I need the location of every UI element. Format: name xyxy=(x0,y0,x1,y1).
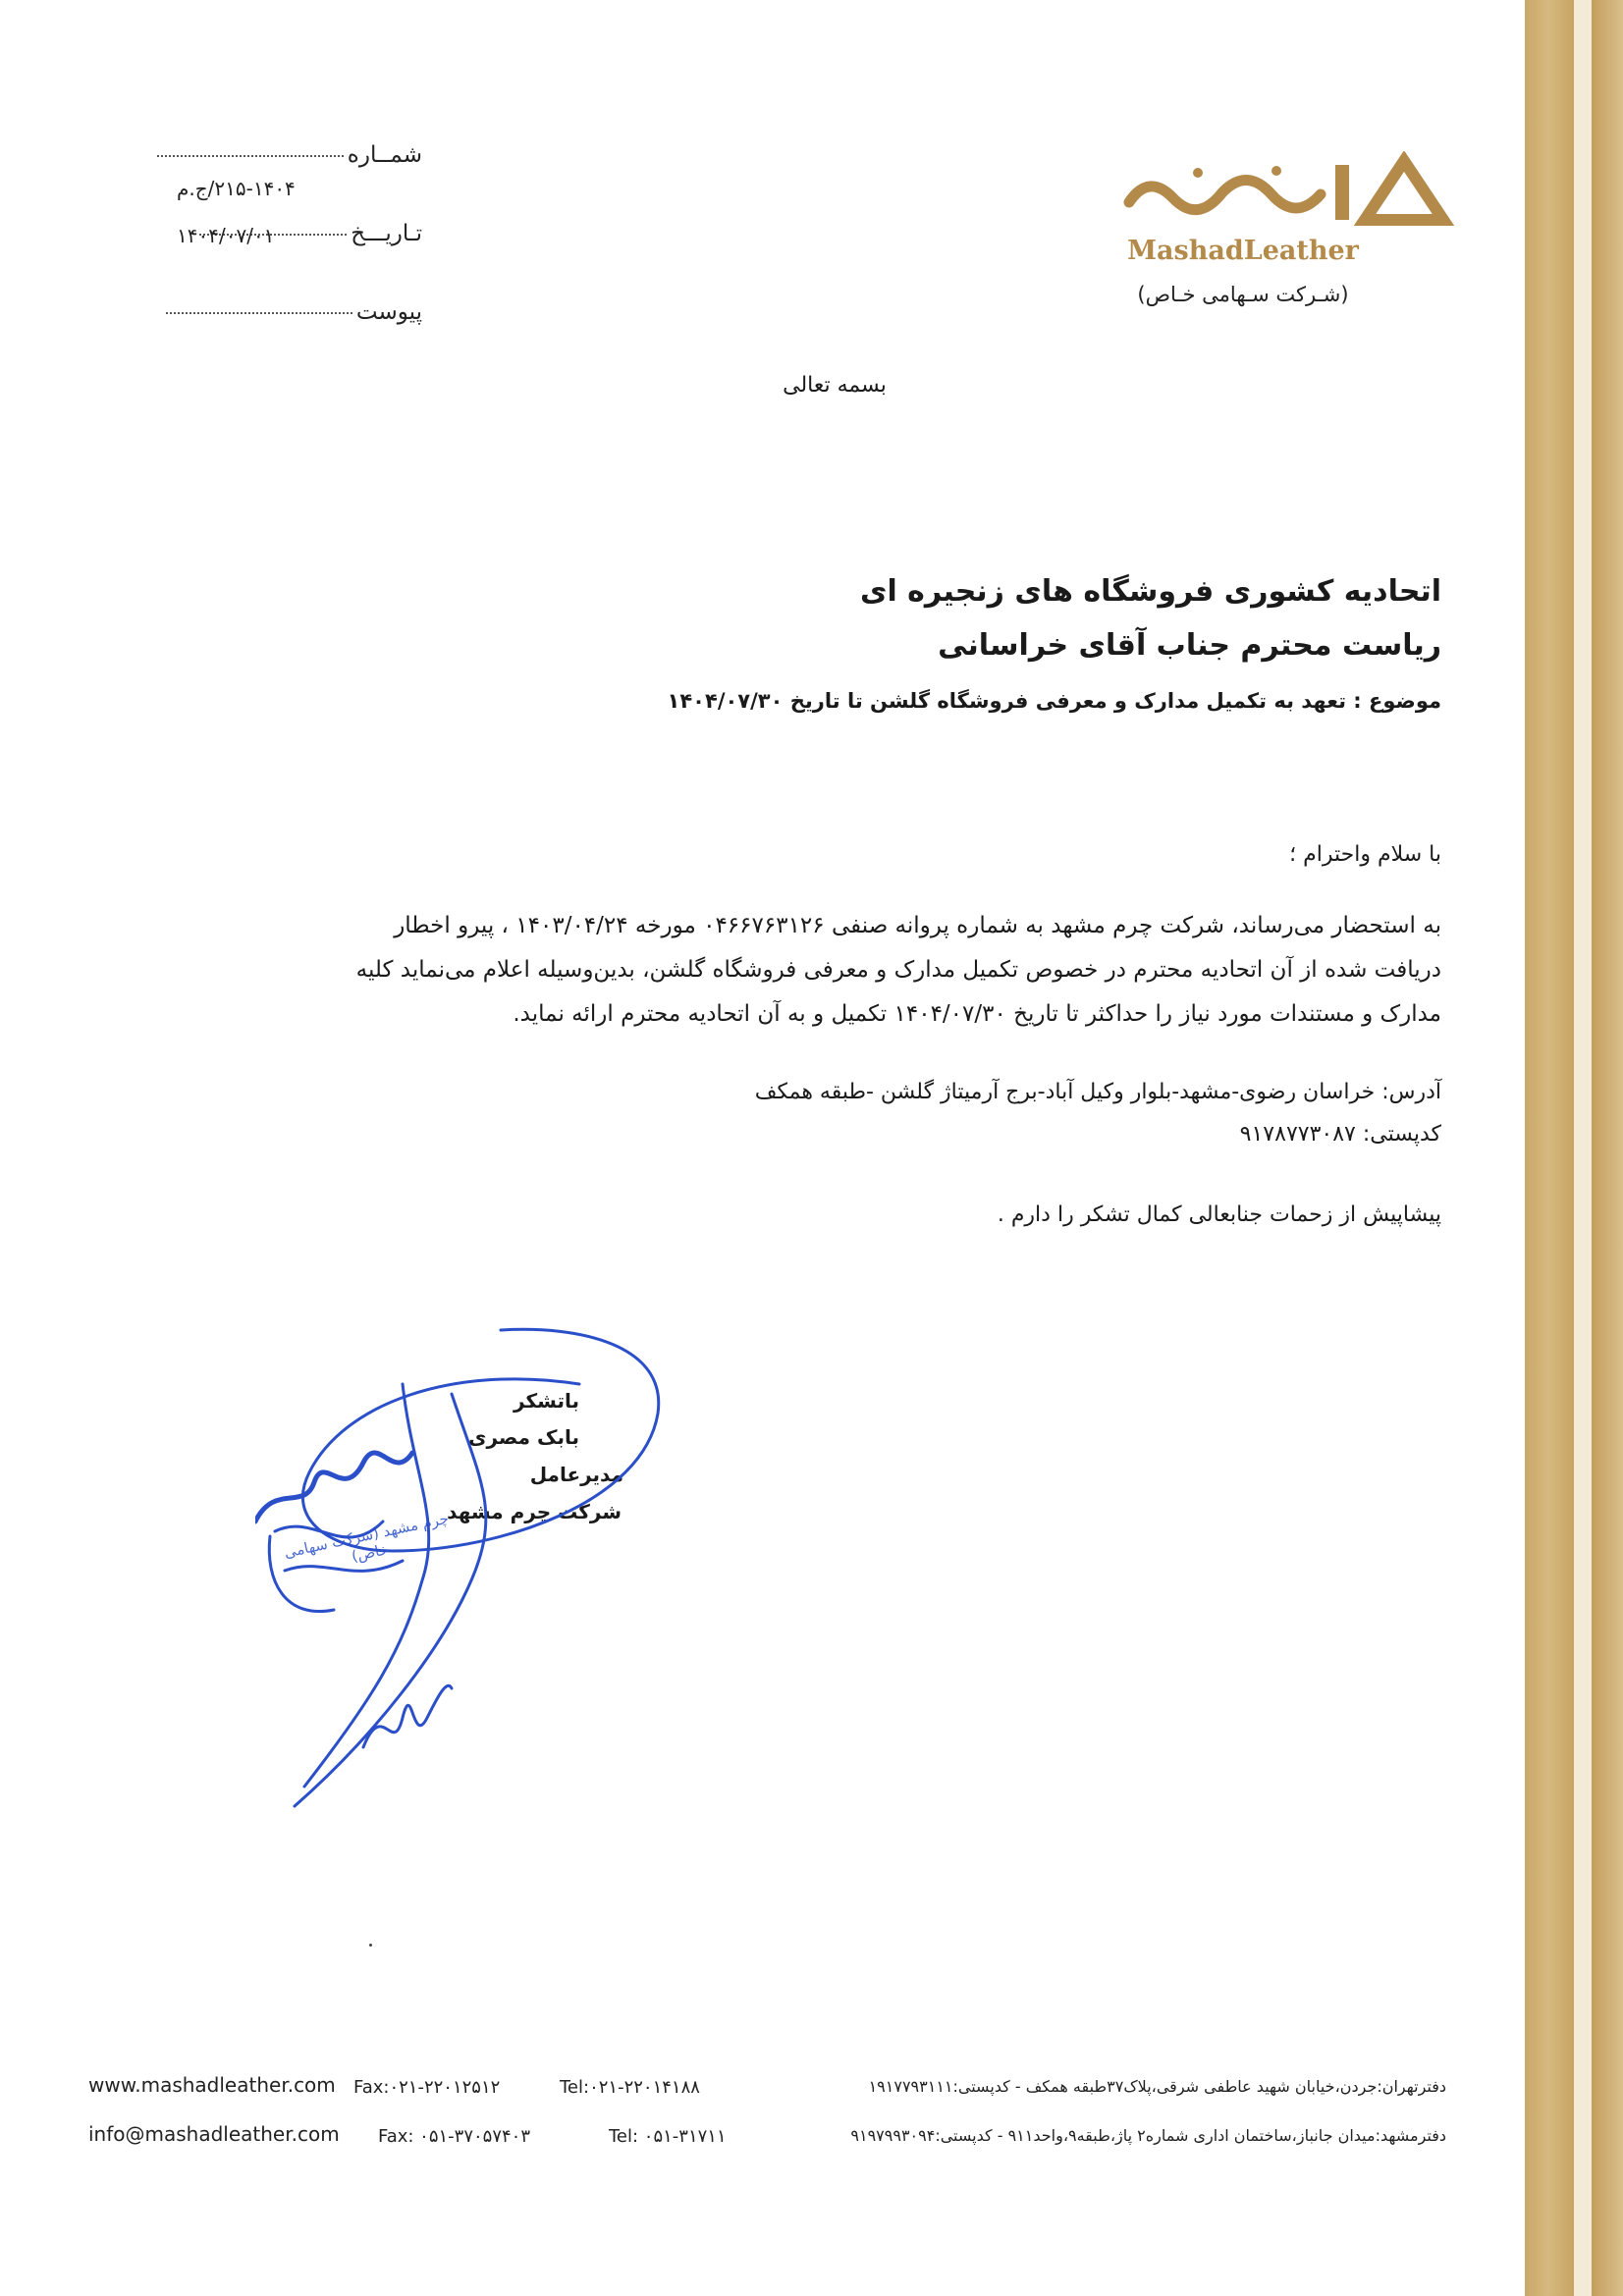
signature-thanks: باتشکر xyxy=(514,1389,579,1413)
postal-code-line: کدپستی: ۹۱۷۸۷۷۳۰۸۷ xyxy=(1239,1122,1441,1147)
signature-company: شرکت چرم مشهد xyxy=(447,1500,622,1523)
footer-mashhad-tel: Tel: ۰۵۱-۳۱۷۱۱ xyxy=(609,2126,727,2147)
number-label: شمــاره xyxy=(347,142,422,168)
bismillah-heading: بسمه تعالی xyxy=(783,373,887,398)
closing-line: پیشاپیش از زحمات جنابعالی کمال تشکر را دارم . xyxy=(997,1202,1441,1227)
attachment-label: پیوست xyxy=(355,299,422,325)
footer-tehran-fax: Fax:۰۲۱-۲۲۰۱۲۵۱۲ xyxy=(353,2077,501,2098)
date-label: تـاریـــخ xyxy=(351,221,422,246)
handwritten-signature-and-stamp xyxy=(255,1325,805,1855)
footer-mashhad-fax: Fax: ۰۵۱-۳۷۰۵۷۴۰۳ xyxy=(378,2126,531,2147)
recipient-line-2: ریاست محترم جناب آقای خراسانی xyxy=(938,628,1441,663)
signature-title: مدیرعامل xyxy=(529,1463,623,1486)
signature-name: بابک مصری xyxy=(468,1425,579,1449)
footer-tehran-address: دفترتهران:جردن،خیابان شهید عاطفی شرقی،پلاک۳۷طبقه همکف - کدپستی:۱۹۱۷۷۹۳۱۱۱ xyxy=(868,2077,1446,2096)
body-line-3: مدارک و مستندات مورد نیاز را حداکثر تا تاریخ ۱۴۰۴/۰۷/۳۰ تکمیل و به آن اتحادیه محترم ارائه نماید. xyxy=(513,1001,1441,1027)
logo-english-name: MashadLeather xyxy=(1127,236,1359,266)
stamp-text: چرم مشهد (شرکت سهامی خاص) xyxy=(282,1509,451,1566)
footer-tehran-tel: Tel:۰۲۱-۲۲۰۱۴۱۸۸ xyxy=(560,2077,700,2098)
company-type: (شـرکت سـهامی خـاص) xyxy=(1137,283,1349,306)
footer-mashhad-address: دفترمشهد:میدان جانباز،ساختمان اداری شماره۲ پاژ،طبقه۹،واحد۹۱۱ - کدپستی:۹۱۹۷۹۹۳۰۹۴ xyxy=(850,2126,1446,2145)
footer-email[interactable]: info@mashadleather.com xyxy=(88,2122,340,2146)
subject-line: موضوع : تعهد به تکمیل مدارک و معرفی فروشگاه گلشن تا تاریخ ۱۴۰۴/۰۷/۳۰ xyxy=(667,689,1441,713)
date-value: ۱۴۰۴/۰۷/۰۱ xyxy=(177,224,275,247)
gold-side-band xyxy=(1519,0,1623,2296)
company-logo xyxy=(1109,147,1463,324)
body-line-2: دریافت شده از آن اتحادیه محترم در خصوص تکمیل مدارک و معرفی فروشگاه گلشن، بدین‌وسیله اعلام می‌نماید کلیه xyxy=(355,957,1441,983)
greeting: با سلام واحترام ؛ xyxy=(1289,842,1441,867)
number-value: ۲۱۵-۱۴۰۴/ج.م xyxy=(177,177,296,200)
recipient-line-1: اتحادیه کشوری فروشگاه های زنجیره ای xyxy=(859,574,1441,609)
address-line: آدرس: خراسان رضوی-مشهد-بلوار وکیل آباد-برج آرمیتاژ گلشن -طبقه همکف xyxy=(754,1080,1441,1104)
attachment-field xyxy=(128,299,422,325)
number-field xyxy=(128,142,422,168)
date-field xyxy=(128,221,422,246)
logo-mark-icon xyxy=(1109,151,1463,230)
footer-website[interactable]: www.mashadleather.com xyxy=(88,2073,336,2097)
scan-speck xyxy=(369,1944,372,1947)
body-line-1: به استحضار می‌رساند، شرکت چرم مشهد به شماره پروانه صنفی ۰۴۶۶۷۶۳۱۲۶ مورخه ۱۴۰۳/۰۴/۲۴ ، پیرو اخطار xyxy=(394,913,1441,938)
